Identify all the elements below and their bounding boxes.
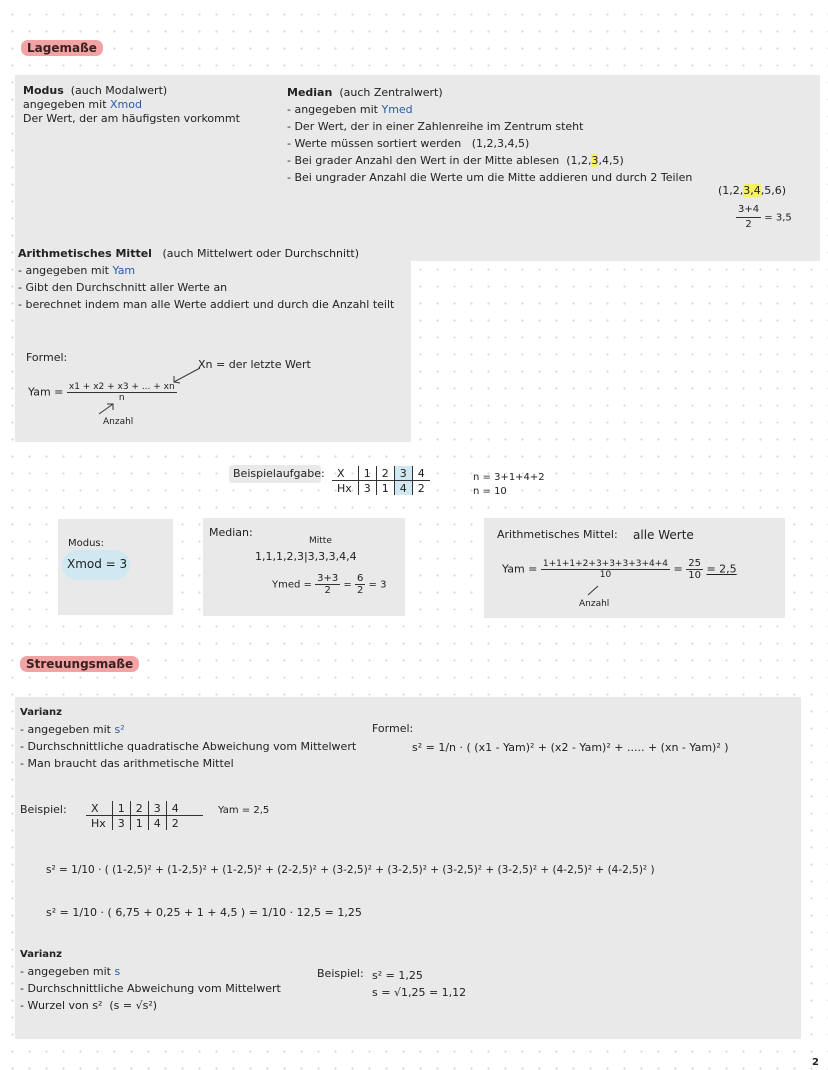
varianz-beispiel-label: Beispiel: (20, 803, 67, 816)
table-cell: 2 (171, 816, 179, 830)
table-header: X (332, 466, 358, 481)
table-cell: 3 (358, 481, 376, 496)
varianz-calc-2: s² = 1/10 · ( 6,75 + 0,25 + 1 + 4,5 ) = 1/10 · 12,5 = 1,25 (46, 906, 362, 919)
modus-angegeben: angegeben mit (23, 98, 107, 111)
median-calc-num: 3+4 (736, 203, 761, 218)
median-result-formula: Ymed = $\frac{3+3}{2}$ = $\frac{6}{2}$ = 3 (272, 573, 387, 596)
stdabw-section (20, 946, 281, 1014)
varianz-formel: s² = 1/n · ( (x1 - Yam)² + (x2 - Yam)² + ..... + (xn - Yam)² ) (412, 741, 729, 754)
median-title: Median (287, 86, 333, 99)
median-line-4: - Bei ungrader Anzahl die Werte um die Mitte addieren und durch 2 Teilen (287, 171, 693, 184)
arith-formula (28, 382, 177, 403)
stdabw-line-2: - Durchschnittliche Abweichung vom Mittelwert (20, 982, 281, 995)
stdabw-line-3-note: (s = √s²) (109, 999, 158, 1012)
median-title-note: (auch Zentralwert) (339, 86, 443, 99)
modus-section (23, 84, 240, 126)
modus-result-value: Xmod = 3 (67, 557, 128, 571)
varianz-yam: Yam = 2,5 (218, 805, 270, 816)
table-cell: 1 (376, 481, 394, 496)
median-mitte: Mitte (309, 536, 332, 546)
table-cell: 4 (412, 466, 430, 481)
table-cell: 4 (148, 816, 166, 831)
varianz-section (20, 704, 356, 772)
table-cell: 2 (376, 466, 394, 481)
table-cell: 3 (148, 801, 166, 816)
median-section (287, 84, 692, 186)
varianz-line-3: - Man braucht das arithmetische Mittel (20, 757, 234, 770)
arith-result-label: Arithmetisches Mittel: (497, 528, 618, 541)
table-cell: 4 (394, 481, 412, 496)
stdabw-line-3: - Wurzel von s² (20, 999, 103, 1012)
median-line-4-example: (1,2,3,4,5,6) (718, 184, 787, 197)
median-angegeben: - angegeben mit (287, 103, 378, 116)
varianz-angegeben: - angegeben mit (20, 723, 111, 736)
varianz-calc-1: s² = 1/10 · ( (1-2,5)² + (1-2,5)² + (1-2,5)² + (2-2,5)² + (3-2,5)² + (3-2,5)² + (3-2,5)² + (3-2,5)² + (4-2,5)² + (4-2,5)² ) (46, 864, 655, 876)
varianz-line-2: - Durchschnittliche quadratische Abweichung vom Mittelwert (20, 740, 357, 753)
arith-formula-num: x1 + x2 + x3 + ... + xn (68, 382, 175, 392)
arith-formula-den: n (118, 393, 125, 403)
varianz-formel-label: Formel: (372, 722, 414, 735)
arrow-icon (97, 402, 117, 416)
median-sequence: 1,1,1,2,3|3,3,3,4,4 (255, 550, 357, 563)
table-header: X (86, 801, 112, 816)
table-header: Hx (332, 481, 358, 496)
modus-title: Modus (23, 84, 64, 97)
median-calc-den: 2 (745, 219, 752, 230)
arith-formula-lhs: Yam = (28, 385, 64, 399)
varianz-table (86, 801, 203, 830)
arith-xn-note: Xn = der letzte Wert (198, 358, 311, 371)
arith-result-anzahl: Anzahl (579, 599, 610, 609)
stdabw-angegeben: - angegeben mit (20, 965, 111, 978)
table-cell: 3 (112, 816, 130, 831)
median-line-1: - Der Wert, der in einer Zahlenreihe im Zentrum steht (287, 120, 584, 133)
arith-section (18, 245, 394, 313)
beispiel-n-line-2: n = 10 (473, 486, 507, 497)
arith-anzahl: Anzahl (103, 417, 134, 427)
median-result-label: Median: (209, 526, 253, 539)
median-line-3-example: (1,2,3,4,5) (566, 154, 624, 167)
beispiel-table (332, 466, 430, 495)
varianz-title: Varianz (20, 707, 62, 718)
arith-line-3: - berechnet indem man alle Werte addiert und durch die Anzahl teilt (18, 298, 395, 311)
page-number: 2 (812, 1057, 819, 1068)
table-header: Hx (86, 816, 112, 831)
median-calc-result: = 3,5 (764, 212, 792, 224)
stdabw-symbol: s (114, 965, 121, 978)
median-symbol: Ymed (381, 103, 413, 116)
arith-title: Arithmetisches Mittel (18, 247, 152, 260)
beispiel-n-line-1: n = 3+1+4+2 (473, 472, 545, 483)
stdabw-beispiel (372, 967, 466, 1001)
table-cell: 2 (130, 801, 148, 816)
table-cell: 1 (112, 801, 130, 816)
arith-title-note: (auch Mittelwert oder Durchschnitt) (162, 247, 360, 260)
streuung-heading: Streuungsmaße (20, 656, 139, 672)
modus-result-label: Modus: (68, 538, 105, 549)
beispielaufgabe-label: Beispielaufgabe: (233, 467, 325, 480)
table-cell: 1 (358, 466, 376, 481)
stdabw-beispiel-line-1: s² = 1,25 (372, 969, 423, 982)
median-line-3: - Bei grader Anzahl den Wert in der Mitte ablesen (287, 154, 560, 167)
beispiel-n-calc (473, 471, 545, 499)
table-cell: 2 (417, 481, 425, 495)
arith-angegeben: - angegeben mit (18, 264, 109, 277)
modus-line: Der Wert, der am häufigsten vorkommt (23, 112, 240, 125)
lagemasse-heading: Lagemaße (21, 40, 103, 56)
varianz-symbol: s² (114, 723, 125, 736)
arith-result-formula: Yam = $\frac{1+1+1+2+3+3+3+3+4+4}{10}$ = $\frac{25}{10}$ = 2,5 (502, 558, 737, 581)
stdabw-title: Varianz (20, 949, 62, 960)
arith-symbol: Yam (112, 264, 136, 277)
stdabw-beispiel-label: Beispiel: (317, 967, 364, 980)
modus-symbol: Xmod (110, 98, 142, 111)
modus-title-note: (auch Modalwert) (70, 84, 168, 97)
arith-alle-werte: alle Werte (633, 528, 694, 542)
stdabw-beispiel-line-2: s = √1,25 = 1,12 (372, 986, 467, 999)
arrow-icon (586, 584, 600, 596)
arith-formel-label: Formel: (26, 351, 68, 364)
median-line-2-example: (1,2,3,4,5) (471, 137, 530, 150)
table-cell: 1 (130, 816, 148, 831)
median-calc (736, 203, 792, 232)
table-cell: 4 (166, 801, 203, 816)
table-cell: 3 (394, 466, 412, 481)
median-line-2: - Werte müssen sortiert werden (287, 137, 462, 150)
arith-line-2: - Gibt den Durchschnitt aller Werte an (18, 281, 228, 294)
